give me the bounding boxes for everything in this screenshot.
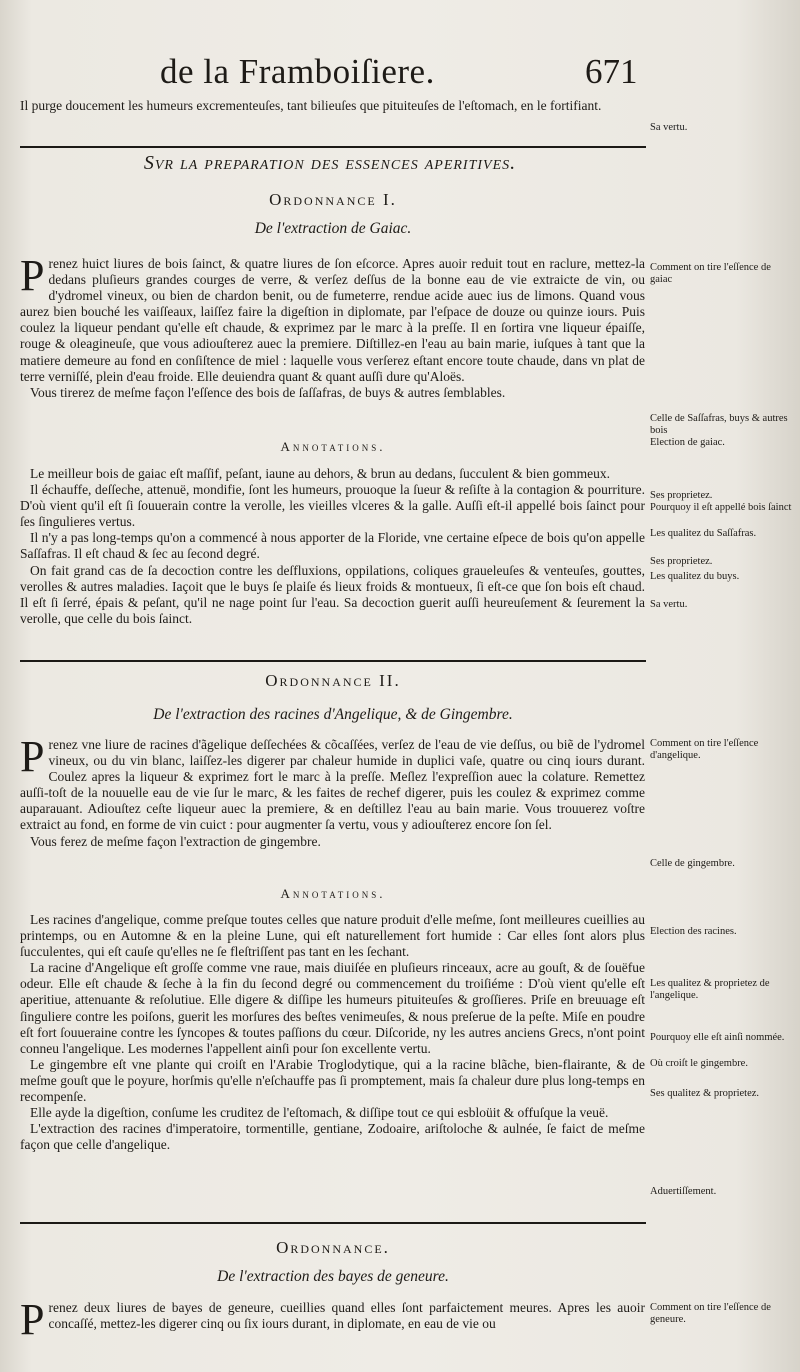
recipe-text: renez vne liure de racines d'ãgelique deſſechées & cõcaſſées, verſez de l'eau de vie deſſus, ou biẽ de l'ydromel vineux, ou du vin blanc, laiſſez-les digerer par chaleur humide in duplici vaſe, quatre ou cinq iours durant. Coulez apres la liqueur & exprimez fort le marc à la preſſe. Meſlez l'expreſſion auec la colature. Remettez auſſi-toſt de la nouuelle eau de vie ſur le marc, & les faites de rechef digerer, puis les coulez & exprimez comme auparauant. Adiouſtez ceſte liqueur auec la premiere, & en deſtillez l'eau au bain marie. Vous trouuerez voſtre extraict au fond, en forme de vin cuict : pour augmenter ſa vertu, vous y adiouſterez encore ſon ſel. [20,737,645,833]
annotations-block [20,912,645,1153]
margin-note: Les qualitez & proprietez de l'angelique. [650,978,770,1001]
divider-rule [20,1222,646,1224]
margin-note: Comment on tire l'eſſence d'angelique. [650,738,759,761]
annotation-paragraph: Les racines d'angelique, comme preſque toutes celles que nature produit d'elle meſme, ſont meilleures cueillies au printemps, ou en Automne & en la pleine Lune, qui eſt naturellement fort humide : Car elles ſont alors plus ſucculentes, qui eſt cauſe qu'elles ne ſe fleſtriſſent pas tant en les ſechant. [20,912,645,960]
margin-note: Comment on tire l'eſſence de geneure. [650,1302,771,1325]
ordonnance-2-heading: Ordonnance II. [265,671,401,690]
margin-note: Les qualitez du Saſſafras. [650,528,757,539]
annotation-paragraph: Il n'y a pas long-temps qu'on a commencé à nous apporter de la Floride, vne certaine eſpece de bois qu'on appelle Saſſafras. Il eſt chaud & ſec au ſecond degré. [20,530,645,562]
section-title: Svr la preparation des essences aperitives. [143,152,517,174]
margin-note: Sa vertu. [650,599,688,610]
margin-note: Aduertiſſement. [650,1186,717,1197]
margin-note: Comment on tire l'eſſence de gaiac [650,262,771,285]
annotation-paragraph: Le meilleur bois de gaiac eſt maſſif, peſant, iaune au dehors, & brun au dedans, ſucculent & bien gommeux. [30,466,610,481]
annotations-heading: Annotations. [280,886,386,901]
annotation-paragraph: La racine d'Angelique eſt groſſe comme vne raue, mais diuiſée en pluſieurs rinceaux, acre au gouſt, & de ſouëfue odeur. Elle eſt chaude & ſeche à la fin du ſecond degré ou commencement du troiſiéme : D'où vient qu'elle eſt aperitiue, attenuante & reſolutiue. Elle digere & diſſipe les humeurs pituiteuſes & groſſieres. Priſe en breuuage eſt ſinguliere contre les poiſons, guerit les morſures des beſtes venimeuſes, & nous preſerue de la peſte. Miſe en poudre eſt fort ſouueraine contre les ſyncopes & toutes paſſions du cœur. Diſcoride, ny les autres anciens Grecs, n'ont point conneu l'angelique. Les modernes l'appellent ainſi pour ſon excellente vertu. [20,960,645,1056]
ordonnance-1-subtitle: De l'extraction de Gaiac. [254,220,412,237]
annotation-paragraph: L'extraction des racines d'imperatoire, tormentille, gentiane, Zodoaire, ariſtoloche & aulnée, ſe faict de meſme façon que celle d'angelique. [20,1121,645,1153]
margin-note: Celle de Saſſafras, buys & autres bois [650,413,788,436]
annotation-paragraph: Le gingembre eſt vne plante qui croiſt en l'Arabie Troglodytique, qui a la racine blãche, bien-flairante, & de meſme gouſt que le poyure, horſmis qu'elle n'eſchauffe pas ſi promptement, mais ſa chaleur dure plus long-temps en recompenſe. [20,1056,645,1105]
margin-note: Celle de gingembre. [650,858,735,869]
margin-note-intro: Sa vertu. [650,122,688,133]
annotation-paragraph: On fait grand cas de ſa decoction contre les deſfluxions, oppilations, coliques graueleuſes & venteuſes, gouttes, verolles & autres maladies. Iaçoit que le buys ſe plaiſe és lieux froids & montueux, ſi eſt-ce que ſon bois eſt chaud. Il eſt ſi ſerré, épais & peſant, qu'il ne nage point ſur l'eau. Sa decoction guerit auſſi heureuſement & ſeurement la verolle, que celle du bois ſainct. [20,562,645,626]
divider-rule [20,146,646,148]
drop-cap: P [20,1295,45,1344]
margin-note: Election des racines. [650,926,737,937]
recipe-text-2: Vous tirerez de meſme façon l'eſſence des bois de ſaſſafras, de buys & autres ſemblables. [30,384,506,400]
margin-note: Les qualitez du buys. [650,571,740,582]
recipe-text-2: Vous ferez de meſme façon l'extraction de gingembre. [30,833,321,849]
recipe-text: renez huict liures de bois ſainct, & quatre liures de ſon eſcorce. Apres auoir reduit tout en raclure, mettez-la dedans pluſieurs grandes courges de verre, & verſez deſſus de la bonne eau de vie extraicte de vin, ou d'ydromel vineux, ou bien de chardon benit, ou de fumeterre, rendue acide auec ius de limons. Quand vous aurez bien bouché les vaiſſeaux, laiſſez faire la digeſtion in diplomate, par l'eſpace de douze ou quinze iours. Puis coulez la liqueur pendant qu'elle eſt chaude, & exprimez par le marc à la preſſe. Il en ſortira vne liqueur épaiſſe, rouge & oleagineuſe, que vous adiouſterez auec la premiere. Diſtillez-en l'eau au bain marie, iuſques à tant que la matiere demeure au fond en conſiſtence de miel : laquelle vous verſerez eſtant encore toute chaude, dans vn plat de terre verniſſé, plein d'eau froide. Elle deuiendra quant & quant auſſi dure qu'Aloës. [20,256,645,384]
annotations-heading: Annotations. [280,439,386,454]
annotation-paragraph: Elle ayde la digeſtion, conſume les cruditez de l'eſtomach, & diſſipe tout ce qui esbloüit & offuſque la veuë. [30,1105,609,1121]
annotations-block [20,466,645,627]
margin-note: Pourquoy il eſt appellé bois ſainct [650,502,792,513]
drop-cap: P [20,732,45,781]
margin-note: Election de gaiac. [650,437,725,448]
page-header [0,52,800,102]
ordonnance-2-subtitle: De l'extraction des racines d'Angelique, & de Gingembre. [153,706,513,723]
ordonnance-1-heading: Ordonnance I. [269,190,397,209]
intro-text: Il purge doucement les humeurs excrementeuſes, tant bilieuſes que pituiteuſes de l'eſtomach, en le fortifiant. [20,98,602,113]
ordonnance-3-heading: Ordonnance. [276,1238,390,1257]
margin-note: Où croiſt le gingembre. [650,1058,748,1069]
annotation-paragraph: Il échauffe, deſſeche, attenuë, mondifie, ſont les humeurs, prouoque la ſueur & reſiſte à la contagion & pourriture. D'où vient qu'il eſt ſi ſouuerain contre la verolle, les vieilles vlceres & la galle. Auſſi eſt-il appellé bois ſainct pour ſes ſingulieres vertus. [20,482,645,530]
margin-note: Ses proprietez. [650,490,713,501]
recipe-text: renez deux liures de bayes de geneure, cueillies quand elles ſont parfaictement meures. Apres les auoir concaſſé, mettez-les digerer cinq ou ſix iours durant, in diplomate, en eau de vie ou [48,1300,645,1332]
ordonnance-3-recipe [20,1295,645,1344]
margin-note: Ses qualitez & proprietez. [650,1088,760,1099]
drop-cap: P [20,251,45,300]
running-title: de la Framboiſiere. [160,52,435,91]
margin-note: Pourquoy elle eſt ainſi nommée. [650,1032,785,1043]
page-number: 671 [585,52,638,91]
margin-note: Ses proprietez. [650,556,713,567]
divider-rule [20,660,646,662]
ordonnance-2-recipe [20,732,645,850]
ordonnance-1-recipe [20,251,645,401]
ordonnance-3-subtitle: De l'extraction des bayes de geneure. [217,1268,449,1285]
